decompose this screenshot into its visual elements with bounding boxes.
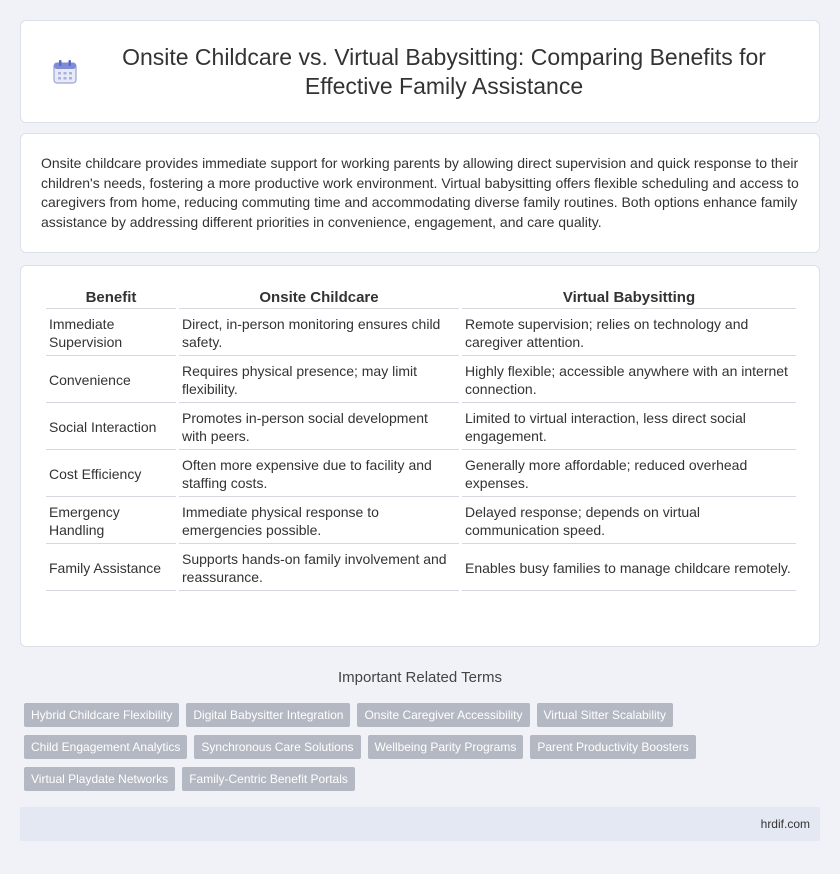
benefit-cell: Immediate Supervision: [46, 311, 176, 356]
onsite-cell: Direct, in-person monitoring ensures child safety.: [179, 311, 459, 356]
onsite-cell: Often more expensive due to facility and staffing costs.: [179, 452, 459, 497]
term-tag[interactable]: Parent Productivity Boosters: [530, 735, 695, 759]
virtual-cell: Enables busy families to manage childcare remotely.: [462, 546, 796, 591]
benefit-cell: Convenience: [46, 358, 176, 403]
term-tag[interactable]: Child Engagement Analytics: [24, 735, 187, 759]
term-tag[interactable]: Virtual Sitter Scalability: [537, 703, 674, 727]
table-row: [46, 311, 796, 356]
virtual-cell: Limited to virtual interaction, less direct social engagement.: [462, 405, 796, 450]
term-tag[interactable]: Wellbeing Parity Programs: [368, 735, 524, 759]
page-title: Onsite Childcare vs. Virtual Babysitting: Comparing Benefits for Effective Family Assistance: [122, 43, 766, 99]
onsite-cell: Promotes in-person social development with peers.: [179, 405, 459, 450]
header-onsite: Onsite Childcare: [179, 286, 459, 309]
onsite-cell: Requires physical presence; may limit flexibility.: [179, 358, 459, 403]
term-tag[interactable]: Onsite Caregiver Accessibility: [357, 703, 529, 727]
benefit-cell: Social Interaction: [46, 405, 176, 450]
header-benefit: Benefit: [46, 286, 176, 309]
term-tag[interactable]: Virtual Playdate Networks: [24, 767, 175, 791]
benefit-cell: Emergency Handling: [46, 499, 176, 544]
calendar-icon: [51, 58, 79, 86]
related-terms-list: [24, 703, 784, 791]
comparison-table: [43, 284, 799, 593]
onsite-cell: Immediate physical response to emergencies possible.: [179, 499, 459, 544]
benefit-cell: Cost Efficiency: [46, 452, 176, 497]
related-terms-title: Important Related Terms: [338, 669, 502, 686]
footer: [20, 807, 820, 841]
title-wrap: [51, 43, 789, 101]
footer-site-link[interactable]: hrdif.com: [760, 817, 810, 831]
term-tag[interactable]: Family-Centric Benefit Portals: [182, 767, 355, 791]
title-card: [20, 20, 820, 123]
table-header-row: [46, 286, 796, 309]
header-virtual: Virtual Babysitting: [462, 286, 796, 309]
intro-text: Onsite childcare provides immediate support for working parents by allowing direct supervision and quick response to their children's needs, fostering a more productive work environment. Virtual babysitting offers flexible scheduling and access to caregivers from home, reducing commuting time and accommodating diverse family routines. Both options enhance family assistance by addressing different priorities in convenience, engagement, and care quality.: [41, 155, 799, 230]
intro-card: [20, 133, 820, 253]
table-row: [46, 405, 796, 450]
term-tag[interactable]: Digital Babysitter Integration: [186, 703, 350, 727]
table-card: [20, 265, 820, 647]
benefit-cell: Family Assistance: [46, 546, 176, 591]
table-row: [46, 452, 796, 497]
table-row: [46, 358, 796, 403]
table-row: [46, 499, 796, 544]
onsite-cell: Supports hands-on family involvement and reassurance.: [179, 546, 459, 591]
virtual-cell: Delayed response; depends on virtual communication speed.: [462, 499, 796, 544]
term-tag[interactable]: Synchronous Care Solutions: [194, 735, 360, 759]
table-row: [46, 546, 796, 591]
virtual-cell: Generally more affordable; reduced overhead expenses.: [462, 452, 796, 497]
term-tag[interactable]: Hybrid Childcare Flexibility: [24, 703, 179, 727]
virtual-cell: Remote supervision; relies on technology and caregiver attention.: [462, 311, 796, 356]
virtual-cell: Highly flexible; accessible anywhere with an internet connection.: [462, 358, 796, 403]
